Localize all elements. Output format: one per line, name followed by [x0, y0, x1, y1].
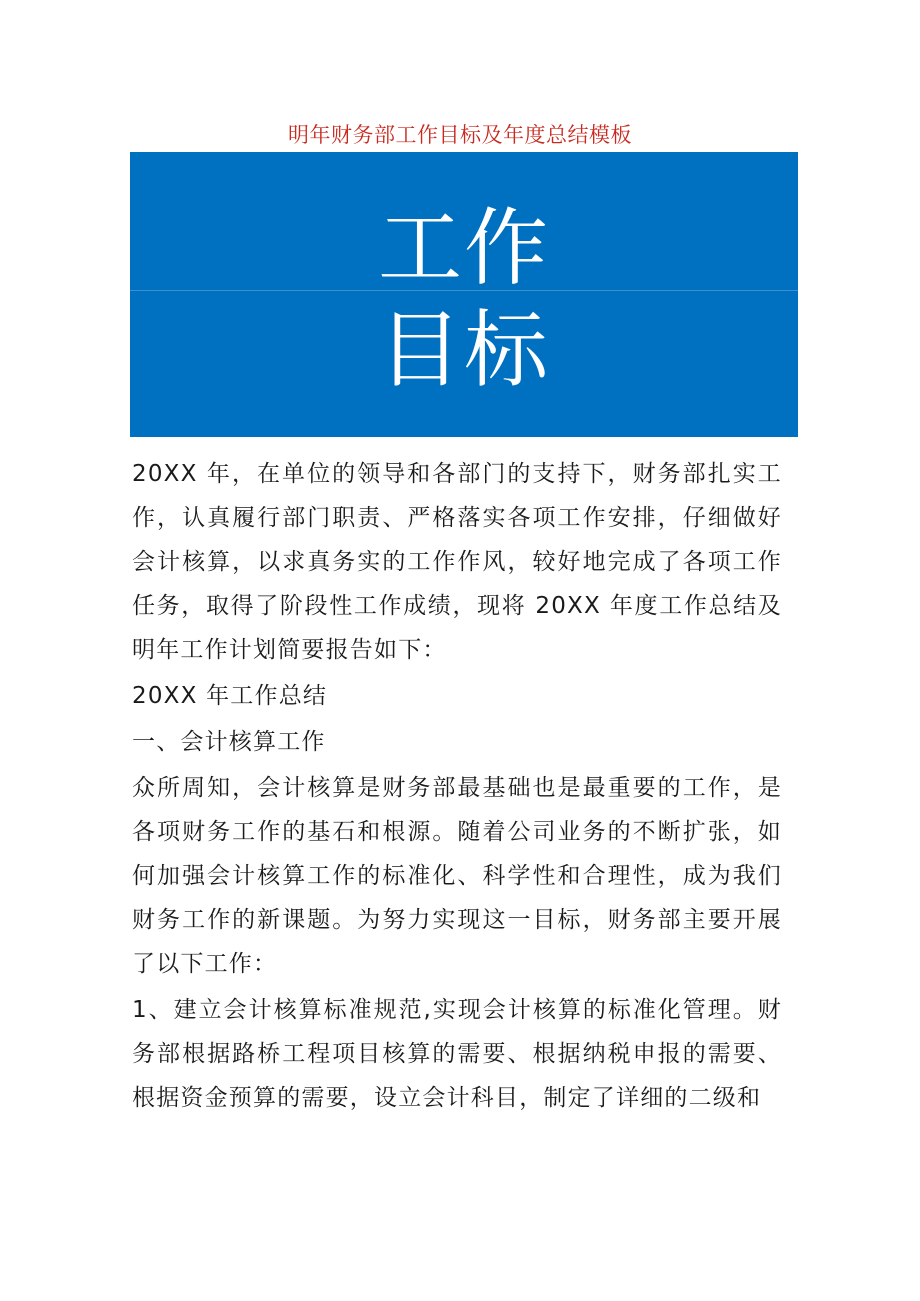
section-heading: 20XX 年工作总结	[132, 683, 328, 709]
document-body	[132, 452, 782, 1122]
title-banner	[130, 152, 798, 437]
intro-paragraph: 20XX 年，在单位的领导和各部门的支持下，财务部扎实工作，认真履行部门职责、严格落实各项工作安排，仔细做好会计核算，以求真务实的工作作风，较好地完成了各项工作任务，取得了阶段性工作成绩，现将 20XX 年度工作总结及明年工作计划简要报告如下：	[132, 461, 782, 663]
body-paragraph-2: 1、建立会计核算标准规范,实现会计核算的标准化管理。财务部根据路桥工程项目核算的需要、根据纳税申报的需要、根据资金预算的需要，设立会计科目，制定了详细的二级和	[132, 997, 782, 1111]
banner-text-line-1: 工作	[377, 199, 550, 297]
banner-text-line-2: 目标	[377, 301, 550, 399]
body-paragraph-1: 众所周知，会计核算是财务部最基础也是最重要的工作，是各项财务工作的基石和根源。随着公司业务的不断扩张，如何加强会计核算工作的标准化、科学性和合理性，成为我们财务工作的新课题。为努力实现这一目标，财务部主要开展了以下工作：	[132, 775, 782, 977]
document-title: 明年财务部工作目标及年度总结模板	[288, 123, 632, 147]
subsection-heading: 一、会计核算工作	[132, 729, 326, 755]
